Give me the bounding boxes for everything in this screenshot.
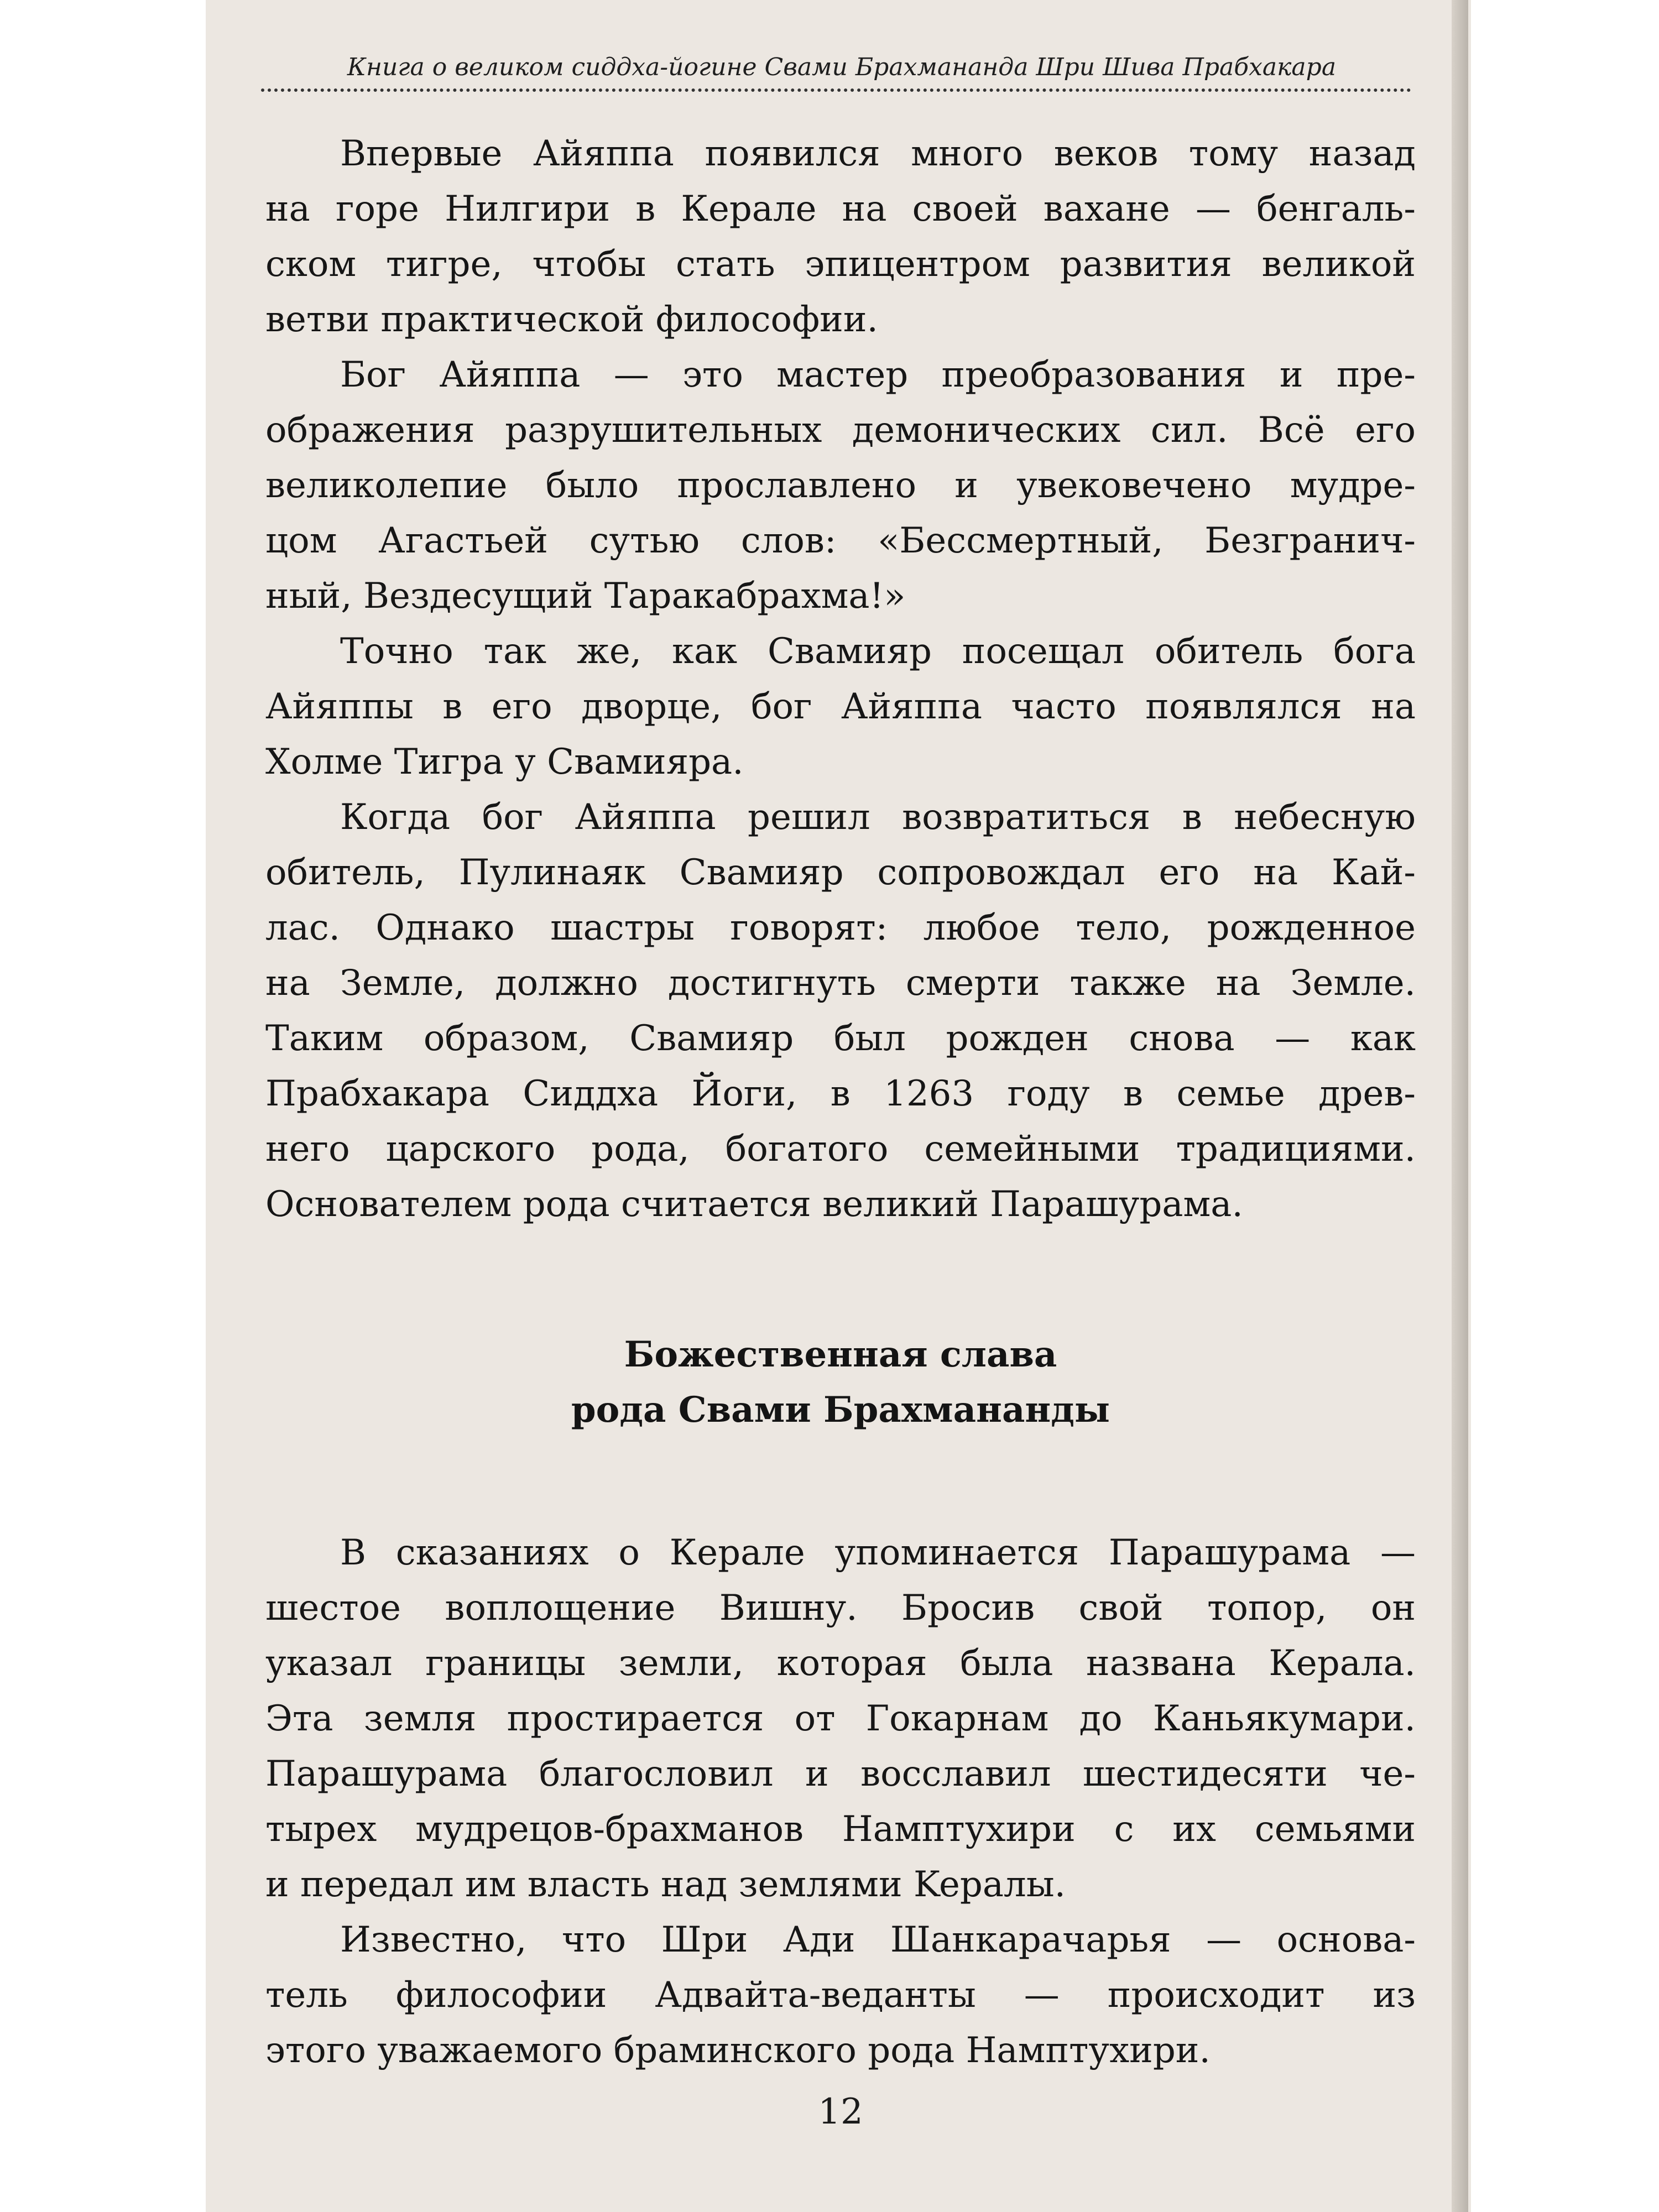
text-line: Бог Айяппа — это мастер преобразования и пре- [340, 354, 1416, 395]
book-page [206, 0, 1471, 2212]
text-line: Известно, что Шри Ади Шанкарачарья — основа- [340, 1919, 1416, 1960]
text-line: тель философии Адвайта-веданты — происходит из [265, 1975, 1416, 2016]
section-title-line-2: рода Свами Брахмананды [571, 1389, 1110, 1431]
text-line: Холме Тигра у Свамияра. [265, 742, 744, 782]
text-line: обитель, Пулинаяк Свамияр сопровождал его на Кай- [265, 852, 1416, 893]
page-number: 12 [818, 2091, 863, 2132]
text-line: Айяппы в его дворце, бог Айяппа часто появлялся на [265, 686, 1416, 727]
text-line: Эта земля простирается от Гокарнам до Каньякумари. [265, 1698, 1416, 1739]
text-line: Основателем рода считается великий Парашурама. [265, 1184, 1243, 1225]
text-line: этого уважаемого браминского рода Намптухири. [265, 2030, 1211, 2071]
page-edge-shadow [1452, 0, 1468, 2212]
text-line: и передал им власть над землями Keралы. [265, 1864, 1066, 1905]
text-line: Точно так же, как Свамияр посещал обитель бога [340, 631, 1416, 672]
text-line: шестое воплощение Вишну. Бросив свой топор, он [265, 1588, 1416, 1629]
text-line: Когда бог Айяппа решил возвратиться в небесную [340, 797, 1416, 838]
text-line: ском тигре, чтобы стать эпицентром развития великой [265, 244, 1416, 285]
section-title-line-1: Божественная слава [624, 1334, 1057, 1375]
text-line: великолепие было прославлено и увековечено мудре- [265, 465, 1416, 506]
text-line: тырех мудрецов-брахманов Намптухири с их семьями [265, 1809, 1416, 1850]
text-line: Впервые Айяппа появился много веков тому назад [340, 133, 1416, 174]
text-line: на горе Нилгири в Керале на своей вахане — бенгаль- [265, 189, 1416, 229]
text-line: Прабхакара Сиддха Йоги, в 1263 году в семье древ- [265, 1073, 1416, 1114]
running-head: Книга о великом сиддха-йогине Свами Брахмананда Шри Шива Прабхакара [347, 53, 1337, 81]
text-line: В сказаниях о Керале упоминается Парашурама — [340, 1532, 1416, 1573]
text-line: ображения разрушительных демонических сил. Всё его [265, 410, 1416, 451]
text-line: на Земле, должно достигнуть смерти также на Земле. [265, 963, 1416, 1004]
text-line: цом Агастьей сутью слов: «Бессмертный, Безгранич- [265, 520, 1416, 561]
text-line: Таким образом, Свамияр был рожден снова — как [265, 1018, 1416, 1059]
text-line: него царского рода, богатого семейными традициями. [265, 1129, 1416, 1170]
text-line: лас. Однако шастры говорят: любое тело, рожденное [265, 907, 1416, 948]
header-dotted-rule [261, 88, 1411, 92]
text-line: указал границы земли, которая была названа Керала. [265, 1643, 1416, 1684]
text-line: ный, Вездесущий Таракабрахма!» [265, 576, 906, 617]
text-line: ветви практической философии. [265, 299, 878, 340]
text-line: Парашурама благословил и восславил шестидесяти че- [265, 1754, 1416, 1794]
